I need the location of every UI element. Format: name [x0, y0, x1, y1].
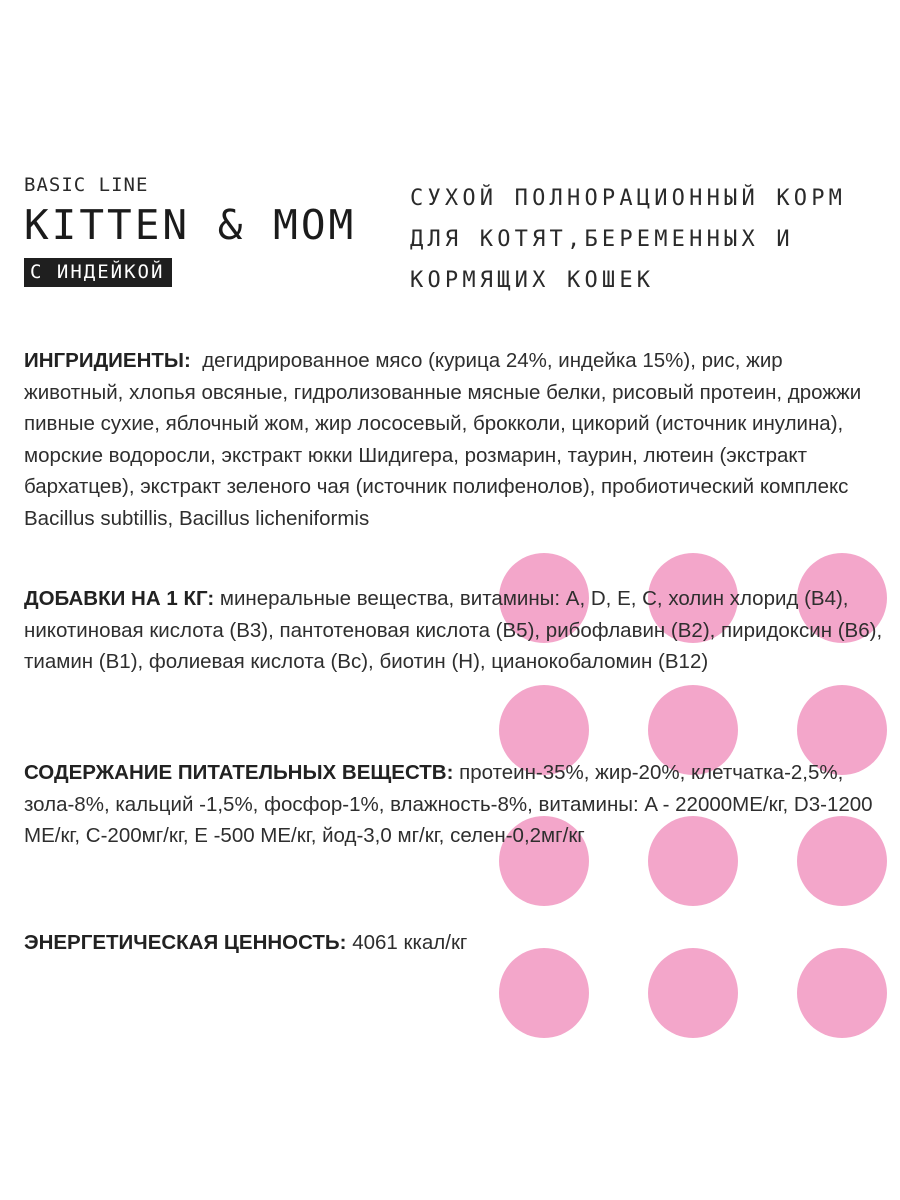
additives-section [24, 583, 886, 678]
product-name: KITTEN & MOM [24, 201, 357, 249]
energy-text: 4061 ккал/кг [352, 931, 468, 954]
nutrients-label: СОДЕРЖАНИЕ ПИТАТЕЛЬНЫХ ВЕЩЕСТВ: [24, 761, 454, 784]
additives-text: минеральные вещества, витамины: A, D, E, C, холин хлорид (B4), никотиновая кислота (B3), пантотеновая кислота (B5), рибофлавин (B2), пиридоксин (B6), тиамин (B1), фолиевая кислота (Bc), биотин (H), цианокобаломин (B12) [24, 587, 883, 673]
ingredients-text: дегидрированное мясо (курица 24%, индейка 15%), рис, жир животный, хлопья овсяные, гидролизованные мясные белки, рисовый протеин, дрожжи пивные сухие, яблочный жом, жир лососевый, брокколи, цикорий (источник инулина), морские водоросли, экстракт юкки Шидигера, розмарин, таурин, лютеин (экстракт бархатцев), экстракт зеленого чая (источник полифенолов), пробиотический комплекс Bacillus subtillis, Bacillus licheniformis [24, 349, 862, 530]
energy-section [24, 927, 886, 959]
brand-block [24, 172, 356, 287]
nutrients-section [24, 757, 886, 852]
product-description [410, 178, 890, 301]
description-line: ДЛЯ КОТЯТ,БЕРЕМЕННЫХ И [410, 227, 794, 252]
ingredients-section [24, 345, 886, 534]
pink-dot [797, 948, 887, 1038]
description-line: КОРМЯЩИХ КОШЕК [410, 268, 655, 293]
energy-label: ЭНЕРГЕТИЧЕСКАЯ ЦЕННОСТЬ: [24, 931, 347, 954]
ingredients-label: ИНГРИДИЕНТЫ: [24, 349, 191, 372]
description-line: СУХОЙ ПОЛНОРАЦИОННЫЙ КОРМ [410, 186, 847, 211]
nutrients-text: протеин-35%, жир-20%, клетчатка-2,5%, зола-8%, кальций -1,5%, фосфор-1%, влажность-8%, витамины: A - 22000МЕ/кг, D3-1200 МЕ/кг, С-200мг/кг, E -500 МЕ/кг, йод-3,0 мг/кг, селен-0,2мг/кг [24, 761, 873, 847]
pink-dot [648, 948, 738, 1038]
product-line-name: BASIC LINE [24, 174, 149, 196]
pink-dot [499, 948, 589, 1038]
additives-label: ДОБАВКИ НА 1 КГ: [24, 587, 215, 610]
flavor-badge: С ИНДЕЙКОЙ [24, 258, 172, 287]
